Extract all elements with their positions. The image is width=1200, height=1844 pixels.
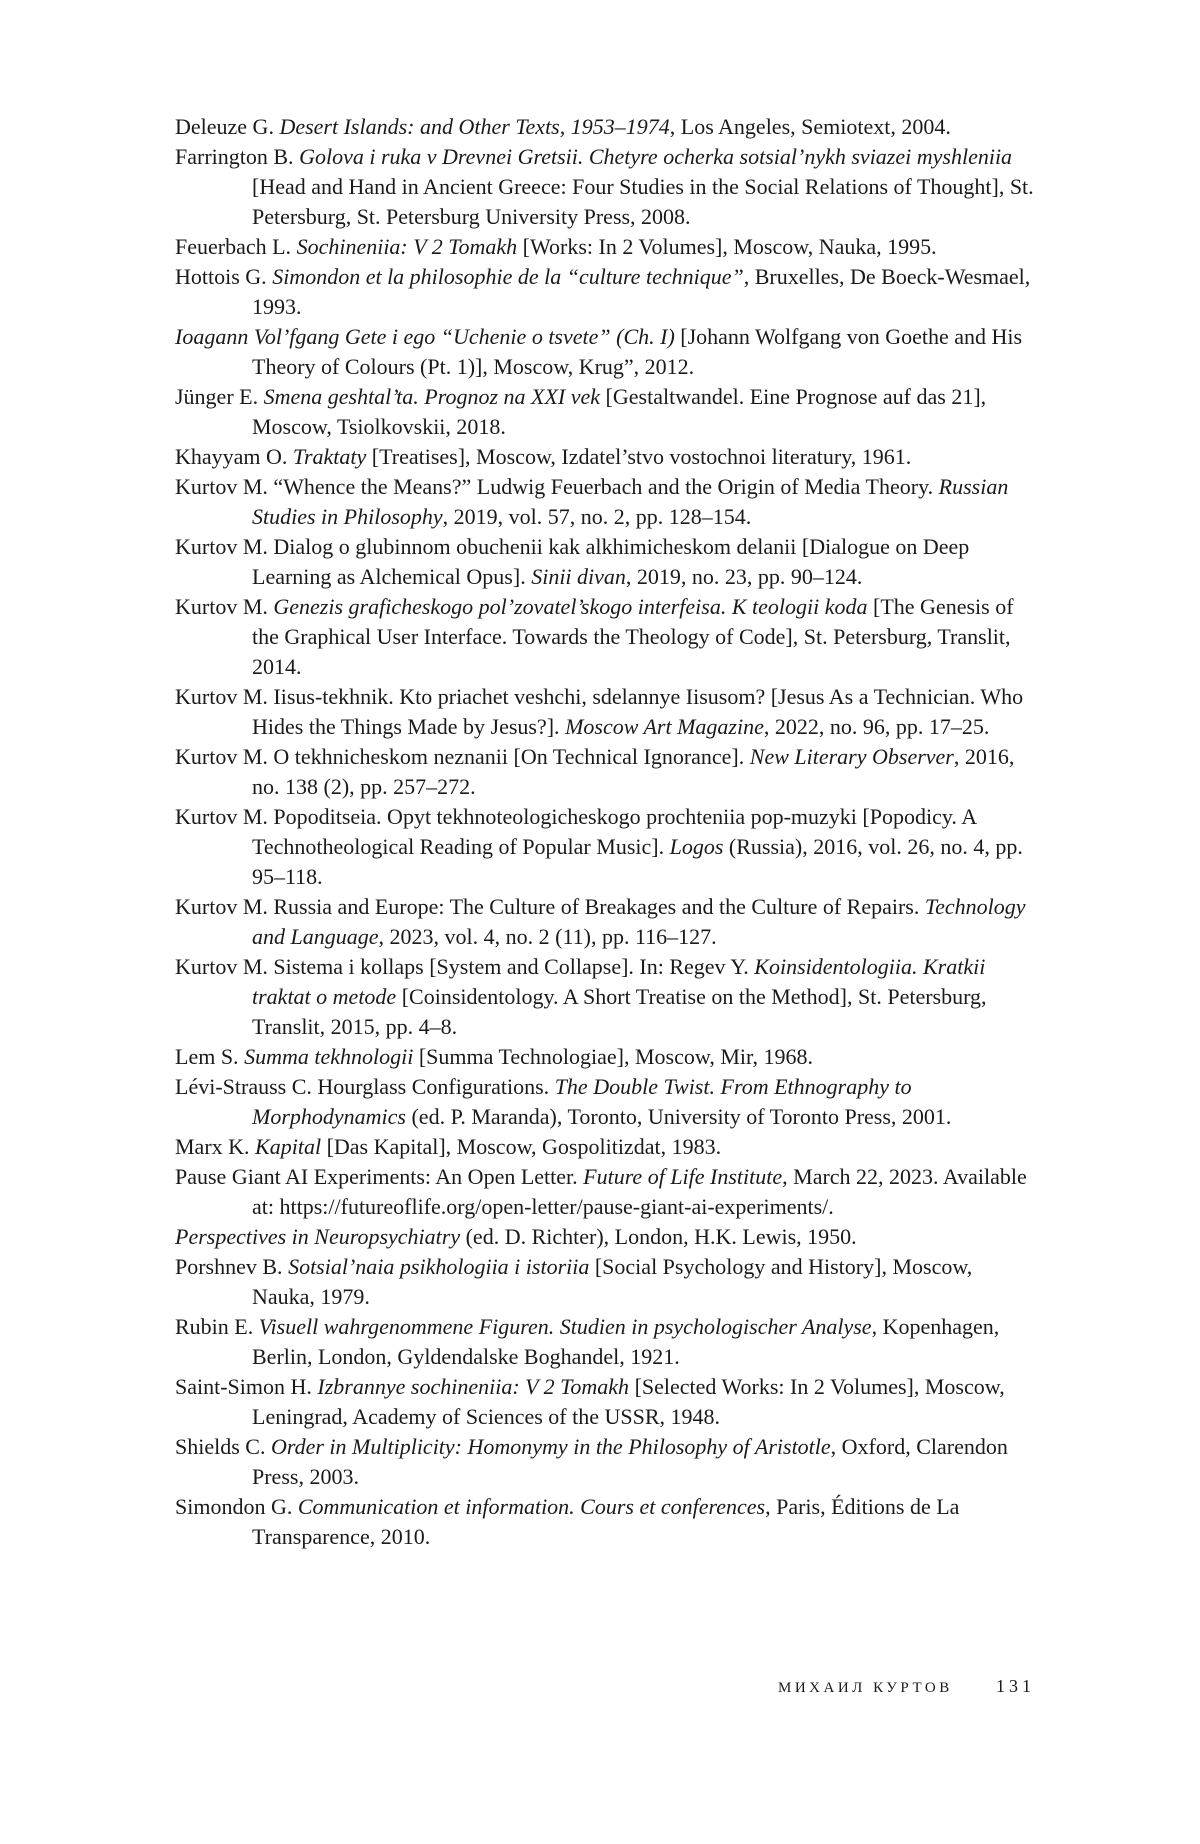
reference-title: Communication et information. Cours et conferences [297, 1494, 766, 1519]
reference-title: Desert Islands: and Other Texts, 1953–1974 [279, 114, 670, 139]
reference-text: , 2019, vol. 57, no. 2, pp. 128–154. [442, 504, 752, 529]
reference-text: [Johann Wolfgang von Goethe and His Theory of Colours (Pt. 1)], Moscow, Krug”, 2012. [252, 324, 1023, 379]
reference-entry [175, 442, 1035, 472]
reference-title: Technology and Language [252, 894, 1026, 949]
reference-title: Moscow Art Magazine [565, 714, 764, 739]
reference-text: , March 22, 2023. Available at: https://futureoflife.org/open-letter/pause-giant-ai-experiments/. [252, 1164, 1027, 1219]
reference-entry [175, 1252, 1035, 1312]
reference-text: Kurtov M. Dialog o glubinnom obuchenii kak alkhimicheskom delanii [Dialogue on Deep Learning as Alchemical Opus]. [175, 534, 970, 589]
reference-entry [175, 232, 1035, 262]
reference-entry [175, 142, 1035, 232]
reference-text: [Head and Hand in Ancient Greece: Four Studies in the Social Relations of Thought], St. Petersburg, St. Petersburg University Press, 2008. [252, 174, 1034, 229]
reference-text: Kurtov M. O tekhnicheskom neznanii [On Technical Ignorance]. [175, 744, 750, 769]
reference-title: Genezis graficheskogo pol’zovatel’skogo interfeisa. K teologii koda [273, 594, 868, 619]
reference-title: Russian Studies in Philosophy [252, 474, 1009, 529]
reference-title: Traktaty [292, 444, 367, 469]
reference-text: Farrington B. [175, 144, 300, 169]
reference-entry [175, 1222, 1035, 1252]
reference-title: Summa tekhnologii [244, 1044, 414, 1069]
running-footer-author: МИХАИЛ КУРТОВ [778, 1680, 953, 1696]
reference-entry [175, 742, 1035, 802]
reference-entry [175, 532, 1035, 592]
reference-text: [Das Kapital], Moscow, Gospolitizdat, 1983. [321, 1134, 722, 1159]
reference-title: The Double Twist. From Ethnography to Morphodynamics [252, 1074, 912, 1129]
reference-title: Order in Multiplicity: Homonymy in the Philosophy of Aristotle [270, 1434, 831, 1459]
reference-title: Sochineniia: V 2 Tomakh [296, 234, 518, 259]
reference-text: [Selected Works: In 2 Volumes], Moscow, Leningrad, Academy of Sciences of the USSR, 1948. [252, 1374, 1005, 1429]
reference-title: New Literary Observer [749, 744, 954, 769]
reference-text: Kurtov M. Sistema i kollaps [System and Collapse]. In: Regev Y. [175, 954, 755, 979]
reference-title: Sotsial’naia psikhologiia i istoriia [288, 1254, 590, 1279]
reference-title: Perspectives in Neuropsychiatry [175, 1224, 461, 1249]
page-number: 131 [996, 1676, 1035, 1696]
reference-text: , Bruxelles, De Boeck-Wesmael, 1993. [252, 264, 1031, 319]
reference-text: , Paris, Éditions de La Transparence, 2010. [252, 1494, 960, 1549]
reference-text: Kurtov M. Russia and Europe: The Culture of Breakages and the Culture of Repairs. [175, 894, 925, 919]
reference-entry [175, 1372, 1035, 1432]
reference-title: Simondon et la philosophie de la “culture technique” [272, 264, 744, 289]
reference-title: Ioagann Vol’fgang Gete i ego “Uchenie o tsvete” (Ch. I) [175, 324, 675, 349]
reference-entry [175, 682, 1035, 742]
reference-entry [175, 1432, 1035, 1492]
reference-text: Kurtov M. Iisus-tekhnik. Kto priachet veshchi, sdelannye Iisusom? [Jesus As a Technician. Who Hides the Things Made by Jesus?]. [175, 684, 1024, 739]
reference-entry [175, 112, 1035, 142]
reference-text: Marx K. [175, 1134, 256, 1159]
reference-text: Hottois G. [175, 264, 273, 289]
reference-text: Khayyam O. [175, 444, 293, 469]
reference-text: Lévi-Strauss C. Hourglass Configurations. [175, 1074, 555, 1099]
reference-entry [175, 262, 1035, 322]
reference-entry [175, 382, 1035, 442]
reference-text: , 2022, no. 96, pp. 17–25. [763, 714, 990, 739]
reference-text: [The Genesis of the Graphical User Interface. Towards the Theology of Code], St. Petersburg, Translit, 2014. [252, 594, 1014, 679]
reference-text: Kurtov M. Popoditseia. Opyt tekhnoteologicheskogo prochteniia pop-muzyki [Popodicy. A Technotheological Reading of Popular Music]. [175, 804, 976, 859]
reference-text: Rubin E. [175, 1314, 259, 1339]
reference-text: [Works: In 2 Volumes], Moscow, Nauka, 1995. [517, 234, 937, 259]
reference-title: Sinii divan [531, 564, 626, 589]
reference-text: Saint-Simon H. [175, 1374, 318, 1399]
reference-text: , Los Angeles, Semiotext, 2004. [669, 114, 951, 139]
reference-text: (ed. D. Richter), London, H.K. Lewis, 1950. [460, 1224, 857, 1249]
reference-text: , Kopenhagen, Berlin, London, Gyldendalske Boghandel, 1921. [252, 1314, 1000, 1369]
reference-text: Kurtov M. [175, 594, 274, 619]
reference-entry [175, 892, 1035, 952]
reference-text: Feuerbach L. [175, 234, 297, 259]
reference-text: Deleuze G. [175, 114, 280, 139]
reference-text: [Summa Technologiae], Moscow, Mir, 1968. [413, 1044, 813, 1069]
reference-text: Lem S. [175, 1044, 245, 1069]
reference-text: [Gestaltwandel. Eine Prognose auf das 21], Moscow, Tsiolkovskii, 2018. [252, 384, 987, 439]
reference-title: Smena geshtal’ta. Prognoz na XXI vek [263, 384, 601, 409]
reference-text: Jünger E. [175, 384, 264, 409]
reference-title: Future of Life Institute [583, 1164, 783, 1189]
reference-text: (Russia), 2016, vol. 26, no. 4, pp. 95–118. [252, 834, 1023, 889]
reference-entry [175, 592, 1035, 682]
reference-entry [175, 952, 1035, 1042]
reference-title: Izbrannye sochineniia: V 2 Tomakh [317, 1374, 630, 1399]
reference-text: , 2019, no. 23, pp. 90–124. [625, 564, 863, 589]
reference-entry [175, 322, 1035, 382]
reference-text: Kurtov M. “Whence the Means?” Ludwig Feuerbach and the Origin of Media Theory. [175, 474, 939, 499]
reference-title: Koinsidentologiia. Kratkii traktat o metode [252, 954, 986, 1009]
reference-text: [Coinsidentology. A Short Treatise on the Method], St. Petersburg, Translit, 2015, pp. 4–8. [252, 984, 987, 1039]
reference-title: Logos [669, 834, 724, 859]
reference-text: (ed. P. Maranda), Toronto, University of Toronto Press, 2001. [405, 1104, 952, 1129]
reference-title: Golova i ruka v Drevnei Gretsii. Chetyre ocherka sotsial’nykh sviazei myshleniia [299, 144, 1013, 169]
reference-text: Simondon G. [175, 1494, 298, 1519]
reference-text: Shields C. [175, 1434, 271, 1459]
reference-list [175, 112, 1035, 1552]
reference-text: Porshnev B. [175, 1254, 289, 1279]
reference-text: , 2023, vol. 4, no. 2 (11), pp. 116–127. [378, 924, 717, 949]
reference-title: Visuell wahrgenommene Figuren. Studien in psychologischer Analyse [258, 1314, 872, 1339]
reference-text: , Oxford, Clarendon Press, 2003. [252, 1434, 1008, 1489]
reference-text: Pause Giant AI Experiments: An Open Letter. [175, 1164, 584, 1189]
reference-entry [175, 802, 1035, 892]
reference-entry [175, 472, 1035, 532]
reference-text: [Social Psychology and History], Moscow, Nauka, 1979. [252, 1254, 973, 1309]
reference-text: , 2016, no. 138 (2), pp. 257–272. [252, 744, 1015, 799]
reference-entry [175, 1312, 1035, 1372]
reference-entry [175, 1072, 1035, 1132]
reference-entry [175, 1492, 1035, 1552]
reference-text: [Treatises], Moscow, Izdatel’stvo vostochnoi literatury, 1961. [366, 444, 912, 469]
reference-title: Kapital [255, 1134, 322, 1159]
reference-entry [175, 1162, 1035, 1222]
reference-entry [175, 1042, 1035, 1072]
reference-entry [175, 1132, 1035, 1162]
running-footer [778, 1676, 1035, 1697]
